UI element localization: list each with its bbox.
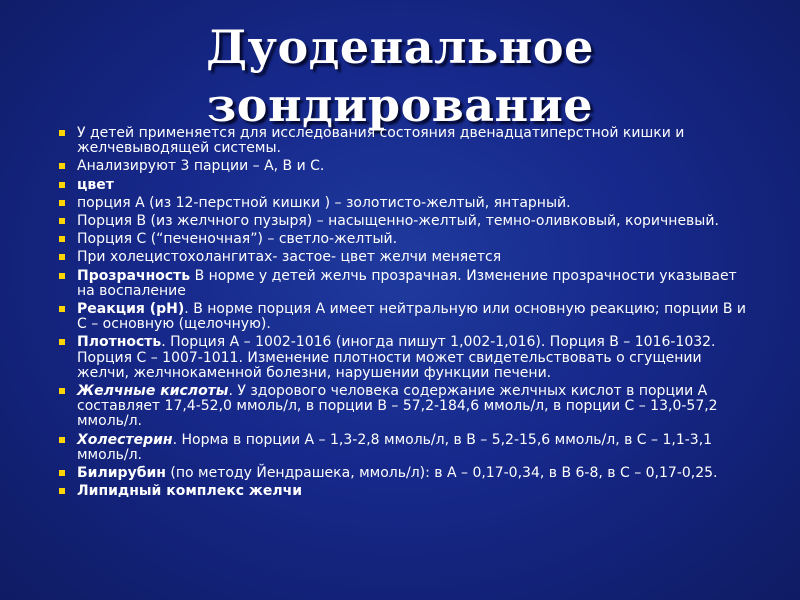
list-item: Порция В (из желчного пузыря) – насыщенно-желтый, темно-оливковый, коричневый. (57, 214, 757, 229)
list-item (57, 178, 757, 193)
square-bullet-icon (59, 200, 65, 206)
list-item: Прозрачность В норме у детей желчь прозрачная. Изменение прозрачности указывает на воспаление (57, 269, 757, 299)
square-bullet-icon (59, 306, 65, 312)
list-item: Порция С (“печеночная”) – светло-желтый. (57, 232, 757, 247)
term-lipid-complex: Липидный комплекс желчи (77, 483, 303, 500)
bullet-list (57, 126, 757, 502)
square-bullet-icon (59, 339, 65, 345)
list-item: Анализируют 3 парции – А, В и С. (57, 159, 757, 174)
square-bullet-icon (59, 163, 65, 169)
square-bullet-icon (59, 488, 65, 494)
list-item: Билирубин (по методу Йендрашека, ммоль/л): в А – 0,17-0,34, в В 6-8, в С – 0,17-0,25. (57, 466, 757, 481)
square-bullet-icon (59, 254, 65, 260)
list-item: При холецистохолангитах- застое- цвет желчи меняется (57, 250, 757, 265)
list-item (57, 484, 757, 499)
square-bullet-icon (59, 273, 65, 279)
term-transparency: Прозрачность (77, 267, 191, 284)
term-cholesterol: Холестерин (77, 431, 173, 448)
term-density: Плотность (77, 334, 162, 351)
list-item: Желчные кислоты. У здорового человека содержание желчных кислот в порции А составляет 17,4-52,0 ммоль/л, в порции В – 57,2-184,6 ммоль/л, в порции С – 13,0-57,2 ммоль/л. (57, 384, 757, 430)
term-reaction: Реакция (рН) (77, 301, 185, 318)
list-item: Холестерин. Норма в порции А – 1,3-2,8 ммоль/л, в В – 5,2-15,6 ммоль/л, в С – 1,1-3,1 ммоль/л. (57, 433, 757, 463)
square-bullet-icon (59, 388, 65, 394)
list-item: Реакция (рН). В норме порция А имеет нейтральную или основную реакцию; порции В и С – основную (щелочную). (57, 302, 757, 332)
term-bile-acids: Желчные кислоты (77, 383, 229, 400)
list-item: У детей применяется для исследования состояния двенадцатиперстной кишки и желчевыводящей системы. (57, 126, 757, 156)
term-bilirubin: Билирубин (77, 465, 166, 482)
slide-title-line-2: зондирование (206, 78, 594, 132)
square-bullet-icon (59, 236, 65, 242)
list-item: порция А (из 12-перстной кишки ) – золотисто-желтый, янтарный. (57, 196, 757, 211)
slide-title-line-1: Дуоденальное (206, 20, 594, 74)
square-bullet-icon (59, 130, 65, 136)
square-bullet-icon (59, 182, 65, 188)
list-item: Плотность. Порция А – 1002-1016 (иногда пишут 1,002-1,016). Порция В – 1016-1032. Порция С – 1007-1011. Изменение плотности может свидетельствовать о сгущении желчи, желчнокаменной болезни, нарушении функции печени. (57, 335, 757, 381)
square-bullet-icon (59, 437, 65, 443)
slide-title (0, 18, 800, 134)
term-color: цвет (77, 176, 114, 193)
square-bullet-icon (59, 218, 65, 224)
square-bullet-icon (59, 470, 65, 476)
